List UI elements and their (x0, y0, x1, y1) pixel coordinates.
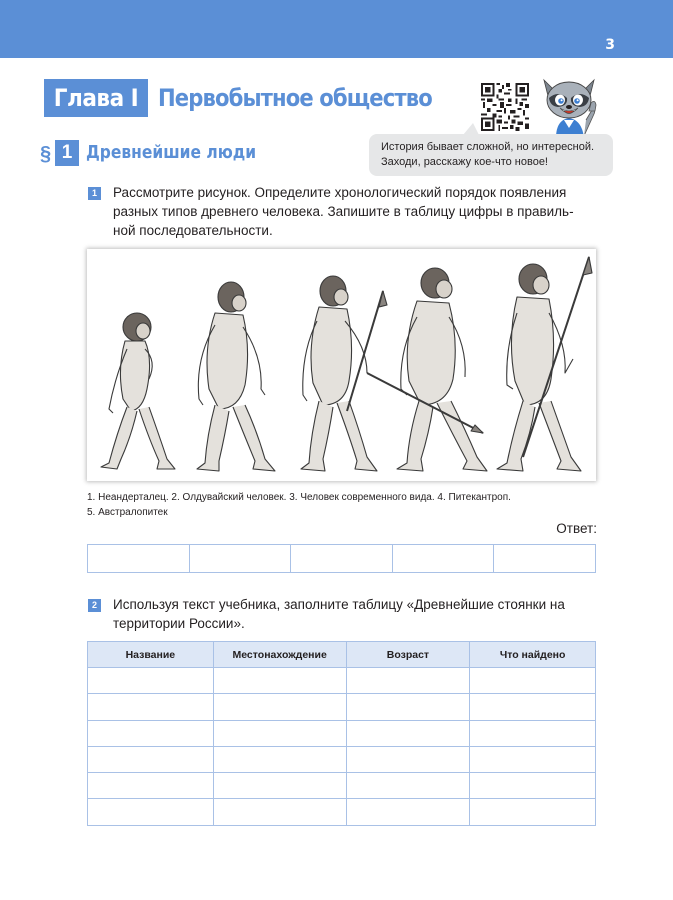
figure-homo-habilis-icon (197, 282, 275, 471)
figure-caption (87, 490, 607, 520)
header-findings: Что найдено (470, 642, 596, 668)
table-row (88, 799, 596, 825)
table-cell[interactable] (213, 694, 346, 720)
header-location: Местонахождение (213, 642, 346, 668)
table-cell[interactable] (470, 799, 596, 825)
table-cell[interactable] (213, 746, 346, 772)
table-cell[interactable] (470, 773, 596, 799)
table-cell[interactable] (346, 746, 470, 772)
table-cell[interactable] (213, 799, 346, 825)
figure-modern-human-icon (497, 257, 592, 471)
answer-cell-3[interactable] (291, 545, 393, 572)
task-1-line-1: Рассмотрите рисунок. Определите хронологический порядок появления (113, 185, 567, 200)
task-1-text (113, 183, 603, 240)
table-cell[interactable] (213, 720, 346, 746)
raccoon-mascot-icon (534, 76, 604, 138)
task-1-line-3: ной последовательности. (113, 223, 273, 238)
table-cell[interactable] (346, 694, 470, 720)
table-row (88, 720, 596, 746)
task-1-line-2: разных типов древнего человека. Запишите в таблицу цифры в правиль- (113, 204, 574, 219)
chapter-label: Глава I (44, 79, 148, 117)
chapter-title: Первобытное общество (158, 84, 432, 112)
table-cell[interactable] (213, 668, 346, 694)
table-cell[interactable] (470, 746, 596, 772)
page-number: 3 (605, 37, 615, 53)
table-cell[interactable] (346, 773, 470, 799)
answer-cell-4[interactable] (393, 545, 495, 572)
task-2-badge: 2 (88, 599, 101, 612)
figure-australopithecus-icon (101, 313, 175, 469)
section-title: Древнейшие люди (86, 142, 257, 163)
task-1-badge: 1 (88, 187, 101, 200)
human-evolution-illustration (87, 249, 596, 481)
table-row (88, 694, 596, 720)
task-2-line-1: Используя текст учебника, заполните таблицу «Древнейшие стоянки на (113, 597, 565, 612)
table-cell[interactable] (88, 668, 214, 694)
figure-homo-erectus-icon (301, 276, 387, 471)
table-row (88, 668, 596, 694)
section-sign: § (40, 143, 52, 165)
qr-code-icon[interactable] (481, 83, 529, 131)
answer-cell-5[interactable] (494, 545, 595, 572)
table-row (88, 773, 596, 799)
table-cell[interactable] (470, 694, 596, 720)
answer-table (87, 544, 596, 573)
table-cell[interactable] (470, 668, 596, 694)
task-2-line-2: территории России». (113, 616, 245, 631)
table-cell[interactable] (88, 799, 214, 825)
answer-label: Ответ: (556, 521, 597, 536)
speech-line-2: Заходи, расскажу кое-что новое! (381, 156, 548, 168)
caption-line-1: 1. Неандерталец. 2. Олдувайский человек. 3. Человек современного вида. 4. Питекантроп. (87, 492, 511, 503)
table-cell[interactable] (346, 799, 470, 825)
header-name: Название (88, 642, 214, 668)
speech-bubble (369, 134, 613, 176)
section-number: 1 (55, 140, 79, 166)
top-banner (0, 0, 673, 58)
table-cell[interactable] (470, 720, 596, 746)
evolution-figures (87, 249, 596, 481)
table-cell[interactable] (213, 773, 346, 799)
table-cell[interactable] (88, 694, 214, 720)
caption-line-2: 5. Австралопитек (87, 507, 168, 518)
table-cell[interactable] (88, 746, 214, 772)
table-cell[interactable] (346, 668, 470, 694)
answer-cell-1[interactable] (88, 545, 190, 572)
table-row (88, 746, 596, 772)
table-header-row (88, 642, 596, 668)
answer-cell-2[interactable] (190, 545, 292, 572)
header-age: Возраст (346, 642, 470, 668)
sites-table (87, 641, 596, 826)
table-cell[interactable] (88, 720, 214, 746)
speech-line-1: История бывает сложной, но интересной. (381, 141, 595, 153)
table-cell[interactable] (346, 720, 470, 746)
table-cell[interactable] (88, 773, 214, 799)
task-2-text (113, 595, 603, 633)
